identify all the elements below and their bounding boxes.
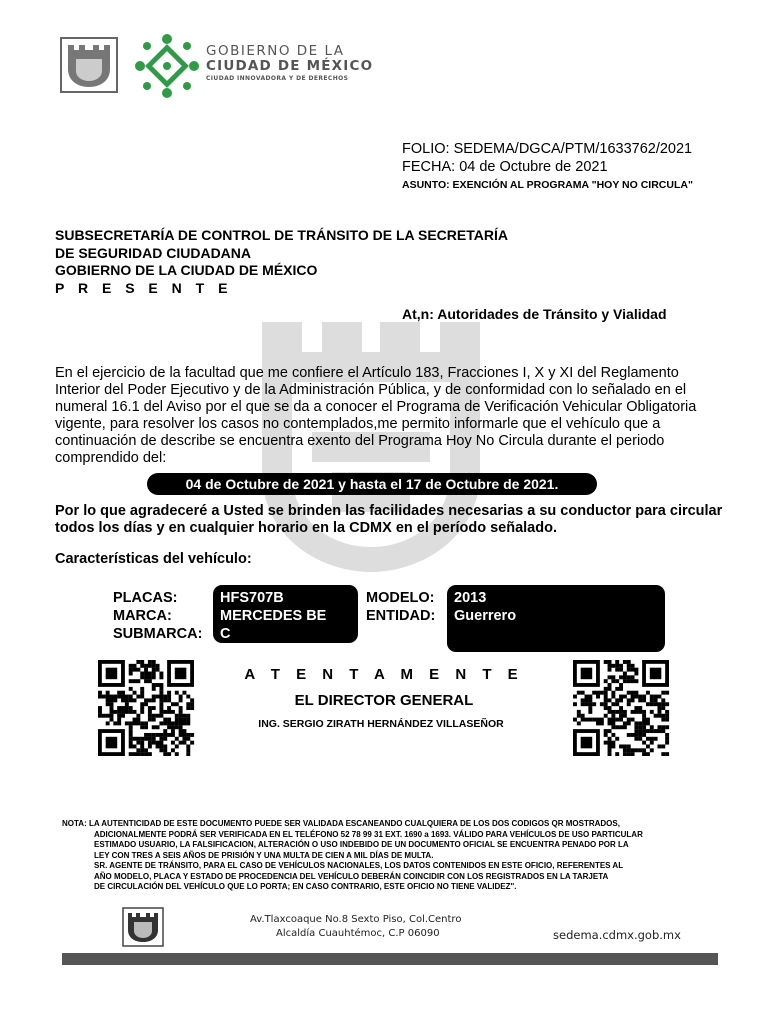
footer-address: [250, 913, 461, 941]
vehicle-values-right: [447, 585, 665, 652]
presente: P R E S E N T E: [55, 279, 233, 296]
marca-value: MERCEDES BE: [220, 608, 327, 624]
folio-block: [402, 140, 692, 176]
recipient-line2: DE SEGURIDAD CIUDADANA: [55, 244, 252, 261]
director-title: EL DIRECTOR GENERAL: [294, 692, 474, 709]
address-line2: Alcaldía Cuauhtémoc, C.P 06090: [276, 928, 440, 939]
nota-line2: ADICIONALMENTE PODRÁ SER VERIFICADA EN EL TELÉFONO 52 78 99 31 EXT. 1690 a 1693. VÁLIDO PARA VEHÍCULOS DE USO PARTICULAR: [94, 829, 643, 839]
submarca-value: C: [220, 626, 231, 642]
vehicle-labels-left: [113, 589, 202, 643]
director-name: ING. SERGIO ZIRATH HERNÁNDEZ VILLASEÑOR: [258, 718, 504, 730]
government-wordmark: [206, 44, 373, 84]
placas-label: PLACAS:: [113, 590, 178, 606]
folio: FOLIO: SEDEMA/DGCA/PTM/1633762/2021: [402, 141, 693, 157]
body-paragraph: En el ejercicio de la facultad que me confiere el Artículo 183, Fracciones I, X y XI del Reglamento Interior del Poder Ejecutivo y de la Administración Pública, y de conformidad con lo señalado en el numeral 16.1 del Aviso por el que se da a conocer el Programa de Verificación Vehicular Obligatoria vigente, para resolver los casos no contemplados,me permito informarle que el vehículo que a continuación de describe se encuentra exento del Programa Hoy No Circula durante el periodo comprendido del:: [55, 365, 697, 466]
vehicle-values-left: [213, 585, 358, 643]
cdmx-logo-icon: [134, 33, 200, 99]
entidad-label: ENTIDAD:: [366, 608, 436, 624]
characteristics-heading: Características del vehículo:: [55, 551, 252, 567]
nota-line1: NOTA: LA AUTENTICIDAD DE ESTE DOCUMENTO PUEDE SER VALIDADA ESCANEANDO CUALQUIERA DE LOS DOS CODIGOS QR MOSTRADOS,: [62, 819, 620, 828]
gobierno-tagline: CIUDAD INNOVADORA Y DE DERECHOS: [206, 75, 349, 82]
nota-line3: ESTIMADO USUARIO, LA FALSIFICACION, ALTERACIÓN O USO INDEBIDO DE UN DOCUMENTO OFICIAL SE ENCUENTRA PENADO POR LA: [94, 840, 629, 849]
recipient-line3: GOBIERNO DE LA CIUDAD DE MÉXICO: [55, 262, 318, 278]
submarca-label: SUBMARCA:: [113, 626, 203, 642]
footer-bar: [62, 953, 718, 965]
coat-of-arms-icon: [60, 37, 118, 93]
nota-block: [62, 819, 722, 893]
gobierno-line2: CIUDAD DE MÉXICO: [206, 58, 374, 74]
atentamente: A T E N T A M E N T E: [244, 666, 524, 683]
vehicle-labels-right: [366, 589, 435, 625]
placas-value: HFS707B: [220, 590, 284, 606]
fecha: FECHA: 04 de Octubre de 2021: [402, 159, 608, 175]
entidad-value: Guerrero: [454, 608, 517, 624]
marca-label: MARCA:: [113, 608, 172, 624]
attention-line: At,n: Autoridades de Tránsito y Vialidad: [402, 306, 667, 322]
recipient-line1: SUBSECRETARÍA DE CONTROL DE TRÁNSITO DE LA SECRETARÍA: [55, 227, 508, 243]
nota-line4: LEY CON TRES A SEIS AÑOS DE PRISIÓN Y UNA MULTA DE CIEN A MIL DÍAS DE MULTA.: [94, 850, 434, 860]
agradecimiento-paragraph: Por lo que agradeceré a Usted se brinden las facilidades necesarias a su conductor para circular todos los días y en cualquier horario en la CDMX en el período señalado.: [55, 503, 723, 536]
nota-line5: SR. AGENTE DE TRÁNSITO, PARA EL CASO DE VEHÍCULOS NACIONALES, LOS DATOS CONTENIDOS EN ESTE OFICIO, REFERENTES AL: [94, 861, 624, 870]
modelo-value: 2013: [454, 590, 487, 606]
period-bar: 04 de Octubre de 2021 y hasta el 17 de Octubre de 2021.: [147, 473, 597, 495]
footer-website: sedema.cdmx.gob.mx: [553, 928, 681, 942]
nota-line7: DE CIRCULACIÓN DEL VEHÍCULO QUE LO PORTA; EN CASO CONTRARIO, ESTE OFICIO NO TIENE VALIDEZ".: [94, 882, 517, 891]
modelo-label: MODELO:: [366, 590, 435, 606]
coat-of-arms-footer-icon: [122, 907, 164, 947]
address-line1: Av.Tlaxcoaque No.8 Sexto Piso, Col.Centro: [250, 914, 462, 925]
recipient-block: [55, 227, 508, 297]
asunto: ASUNTO: EXENCIÓN AL PROGRAMA "HOY NO CIRCULA": [402, 179, 693, 191]
gobierno-line1: GOBIERNO DE LA: [206, 43, 345, 59]
nota-line6: AÑO MODELO, PLACA Y ESTADO DE PROCEDENCIA DEL VEHÍCULO DEBERÁN COINCIDIR CON LOS REGISTRADOS EN LA TARJETA: [94, 871, 609, 881]
